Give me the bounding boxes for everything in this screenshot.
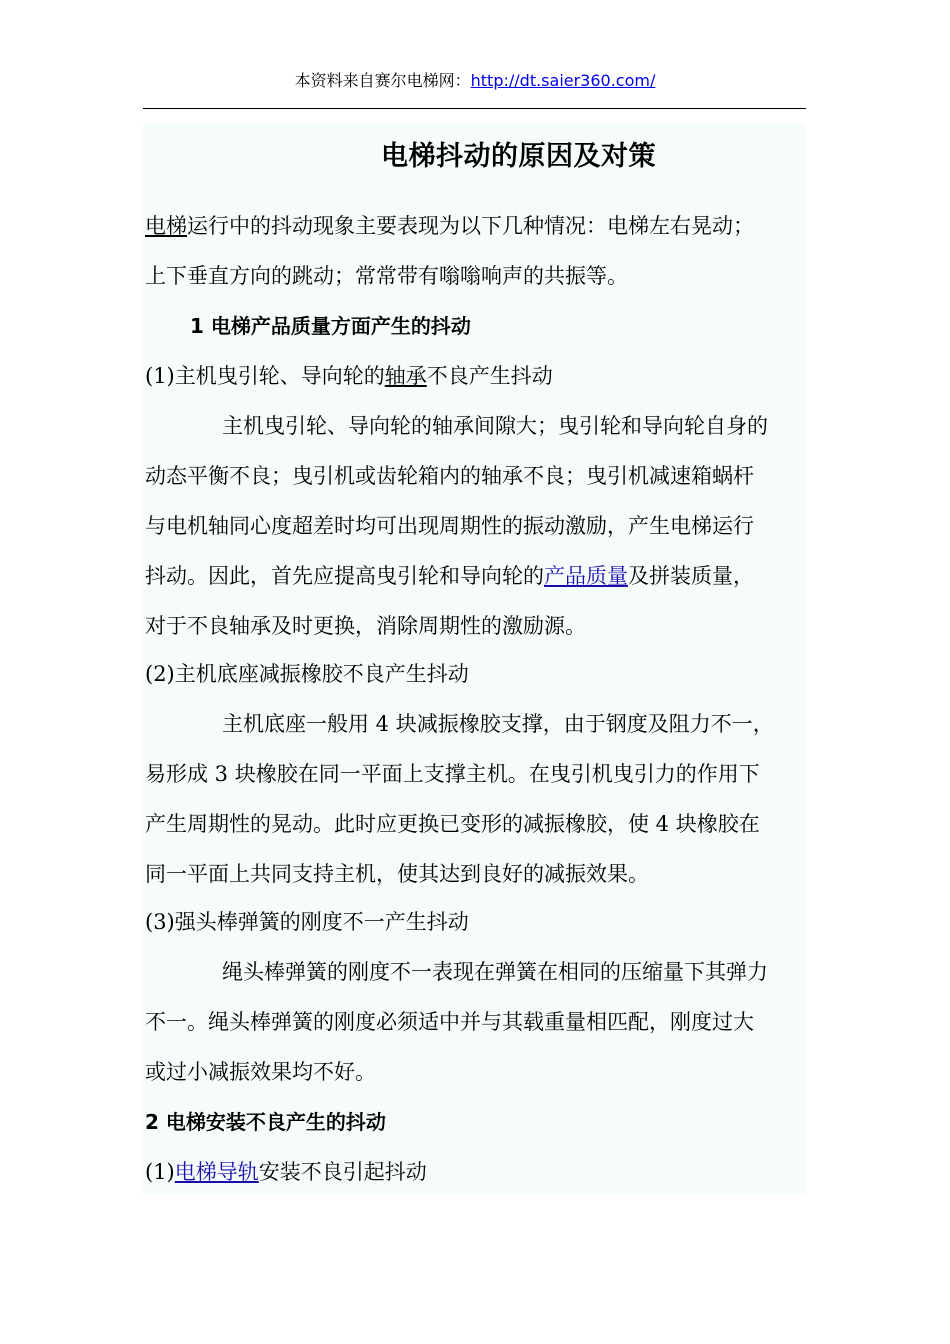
item-2-title: (2)主机底座减振橡胶不良产生抖动: [145, 662, 469, 686]
intro-line-2: 上下垂直方向的跳动；常常带有嗡嗡响声的共振等。: [145, 264, 628, 288]
intro-line-1: [145, 211, 754, 241]
item-3-title: (3)强头棒弹簧的刚度不一产生抖动: [145, 910, 469, 934]
item-2-line-2: 易形成 3 块橡胶在同一平面上支撑主机。在曳引机曳引力的作用下: [145, 762, 760, 786]
section-2-item-1-prefix: (1): [145, 1160, 175, 1184]
item-1-line-4b: 及拼装质量，: [628, 564, 754, 588]
header-link[interactable]: http://dt.saier360.com/: [470, 71, 656, 90]
item-1-title-a: (1)主机曳引轮、导向轮的: [145, 364, 385, 388]
item-1-line-4: [145, 561, 754, 591]
item-1-title: [145, 361, 553, 391]
elevator-guide-rail-link[interactable]: 电梯导轨: [174, 1160, 259, 1184]
item-1-line-5: 对于不良轴承及时更换，消除周期性的激励源。: [145, 614, 586, 638]
document-title: 电梯抖动的原因及对策: [381, 141, 656, 172]
item-3-line-1: 绳头棒弹簧的刚度不一表现在弹簧在相同的压缩量下其弹力: [222, 960, 768, 984]
intro-text-1: 运行中的抖动现象主要表现为以下几种情况：电梯左右晃动；: [187, 214, 754, 238]
item-1-line-1: 主机曳引轮、导向轮的轴承间隙大；曳引轮和导向轮自身的: [222, 414, 768, 438]
item-3-line-3: 或过小减振效果均不好。: [145, 1060, 376, 1084]
section-2-item-1-rest: 安装不良引起抖动: [258, 1160, 427, 1184]
item-1-line-4a: 抖动。因此，首先应提高曳引轮和导向轮的: [145, 564, 544, 588]
item-3-line-2: 不一。绳头棒弹簧的刚度必须适中并与其载重量相匹配，刚度过大: [145, 1010, 754, 1034]
section-2-heading: 2 电梯安装不良产生的抖动: [145, 1110, 386, 1134]
item-2-line-4: 同一平面上共同支持主机，使其达到良好的减振效果。: [145, 862, 649, 886]
item-1-line-3: 与电机轴同心度超差时均可出现周期性的振动激励，产生电梯运行: [145, 514, 754, 538]
item-1-title-underlined: 轴承: [384, 364, 427, 388]
product-quality-link[interactable]: 产品质量: [544, 564, 628, 588]
header-prefix: 本资料来自赛尔电梯网：: [294, 71, 471, 90]
intro-underlined-term: 电梯: [145, 214, 187, 238]
page-header: [0, 68, 950, 91]
item-2-line-1: 主机底座一般用 4 块减振橡胶支撑，由于钢度及阻力不一，: [222, 712, 774, 736]
item-2-line-3: 产生周期性的晃动。此时应更换已变形的减振橡胶，使 4 块橡胶在: [145, 812, 760, 836]
item-1-line-2: 动态平衡不良；曳引机或齿轮箱内的轴承不良；曳引机减速箱蜗杆: [145, 464, 754, 488]
item-1-title-b: 不良产生抖动: [426, 364, 553, 388]
section-2-item-1: [145, 1157, 427, 1187]
section-1-heading: 1 电梯产品质量方面产生的抖动: [190, 314, 471, 338]
header-divider: [143, 108, 806, 109]
